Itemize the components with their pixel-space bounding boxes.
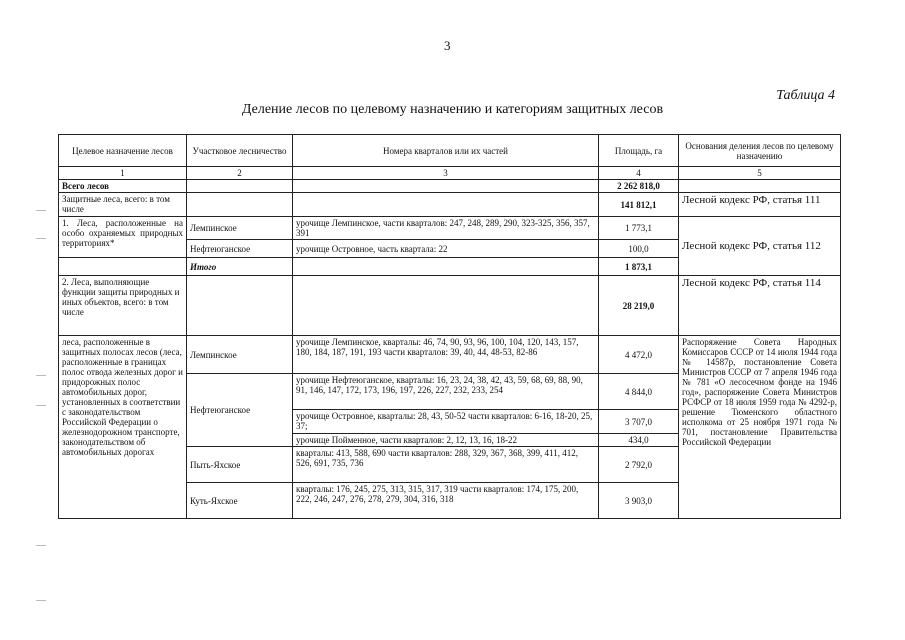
area-value: 4 844,0 [599,374,679,410]
protection-functions-area: 28 219,0 [599,276,679,336]
forestry-name: Куть-Яхское [187,483,293,519]
col-number: 2 [187,167,293,180]
header-purpose: Целевое назначение лесов [59,135,187,167]
protective-basis: Лесной кодекс РФ, статья 111 [679,193,841,217]
forestry-name: Пыть-Яхское [187,447,293,483]
protective-row [59,193,841,217]
forest-division-table [58,134,841,519]
quarters-text: урочище Нефтеюганское, кварталы: 16, 23, 24, 38, 42, 43, 59, 68, 69, 88, 90, 91, 146, 147, 172, 173, 196, 197, 226, 227, 232, 233, 254 [293,374,599,410]
header-area: Площадь, га [599,135,679,167]
scan-mark [36,210,46,211]
area-value: 3 903,0 [599,483,679,519]
quarters-text: урочище Островное, часть квартала: 22 [293,240,599,258]
protective-label: Защитные леса, всего: в том числе [59,193,187,217]
col-number: 3 [293,167,599,180]
total-area: 2 262 818,0 [599,180,679,193]
header-basis: Основания деления лесов по целевому назначению [679,135,841,167]
quarters-text: урочище Лемпинское, кварталы: 46, 74, 90, 93, 96, 100, 104, 120, 143, 157, 180, 184, 187, 191, 193 части кварталов: 39, 40, 44, 48-53, 82-86 [293,336,599,374]
header-forestry: Участковое лесничество [187,135,293,167]
col-number: 4 [599,167,679,180]
quarters-text: кварталы: 413, 588, 690 части кварталов: 288, 329, 367, 368, 399, 411, 412, 526, 691, 735, 736 [293,447,599,483]
area-value: 2 792,0 [599,447,679,483]
itogo-label: Итого [187,258,293,276]
forestry-name: Лемпинское [187,217,293,240]
quarters-text: кварталы: 176, 245, 275, 313, 315, 317, 319 части кварталов: 174, 175, 200, 222, 246, 247, 276, 278, 279, 304, 316, 318 [293,483,599,519]
strip-basis: Распоряжение Совета Народных Комиссаров СССР от 14 июля 1944 года № 14587р, постановление Совета Министров СССР от 7 апреля 1946 года № 781 «О лесосечном фонде на 1946 год», распоряжение Совета Министров РСФСР от 18 июля 1959 года № 4292-р, решение Тюменского областного исполкома от 25 ноября 1971 года № 701, постановление Правительства Российской Федерации [679,336,841,519]
oopt-basis: Лесной кодекс РФ, статья 112 [679,217,841,276]
total-label: Всего лесов [59,180,187,193]
page-number: 3 [444,38,451,53]
oopt-row-1 [59,217,841,240]
quarters-text: урочище Островное, кварталы: 28, 43, 50-52 части кварталов: 6-16, 18-20, 25, 37; [293,410,599,434]
forestry-name: Лемпинское [187,336,293,374]
col-number: 5 [679,167,841,180]
scan-mark [36,405,46,406]
scan-mark [36,600,46,601]
oopt-label: 1. Леса, расположенные на особо охраняемых природных территориях* [59,217,187,258]
scan-mark [36,375,46,376]
table-label: Таблица 4 [776,88,835,103]
strip-label: леса, расположенные в защитных полосах лесов (леса, расположенные в границах полос отвода железных дорог и придорожных полос автомобильных дорог, установленных в соответствии с законодательством Российской Федерации о железнодорожном транспорте, законодательством об автомобильных дорогах [59,336,187,519]
column-number-row [59,167,841,180]
protection-functions-basis: Лесной кодекс РФ, статья 114 [679,276,841,336]
header-quarters: Номера кварталов или их частей [293,135,599,167]
header-row [59,135,841,167]
area-value: 4 472,0 [599,336,679,374]
itogo-area: 1 873,1 [599,258,679,276]
forestry-name: Нефтеюганское [187,240,293,258]
protection-functions-label: 2. Леса, выполняющие функции защиты природных и иных объектов, всего: в том числе [59,276,187,336]
area-value: 434,0 [599,434,679,447]
total-row [59,180,841,193]
area-value: 1 773,1 [599,217,679,240]
quarters-text: урочище Пойменное, части кварталов: 2, 12, 13, 16, 18-22 [293,434,599,447]
strip-row-1 [59,336,841,374]
quarters-text: урочище Лемпинское, части кварталов: 247, 248, 289, 290, 323-325, 356, 357, 391 [293,217,599,240]
col-number: 1 [59,167,187,180]
protection-functions-row [59,276,841,336]
area-value: 3 707,0 [599,410,679,434]
scan-mark [36,238,46,239]
protective-area: 141 812,1 [599,193,679,217]
document-title: Деление лесов по целевому назначению и категориям защитных лесов [241,102,664,117]
scan-mark [36,545,46,546]
area-value: 100,0 [599,240,679,258]
forestry-name: Нефтеюганское [187,374,293,447]
